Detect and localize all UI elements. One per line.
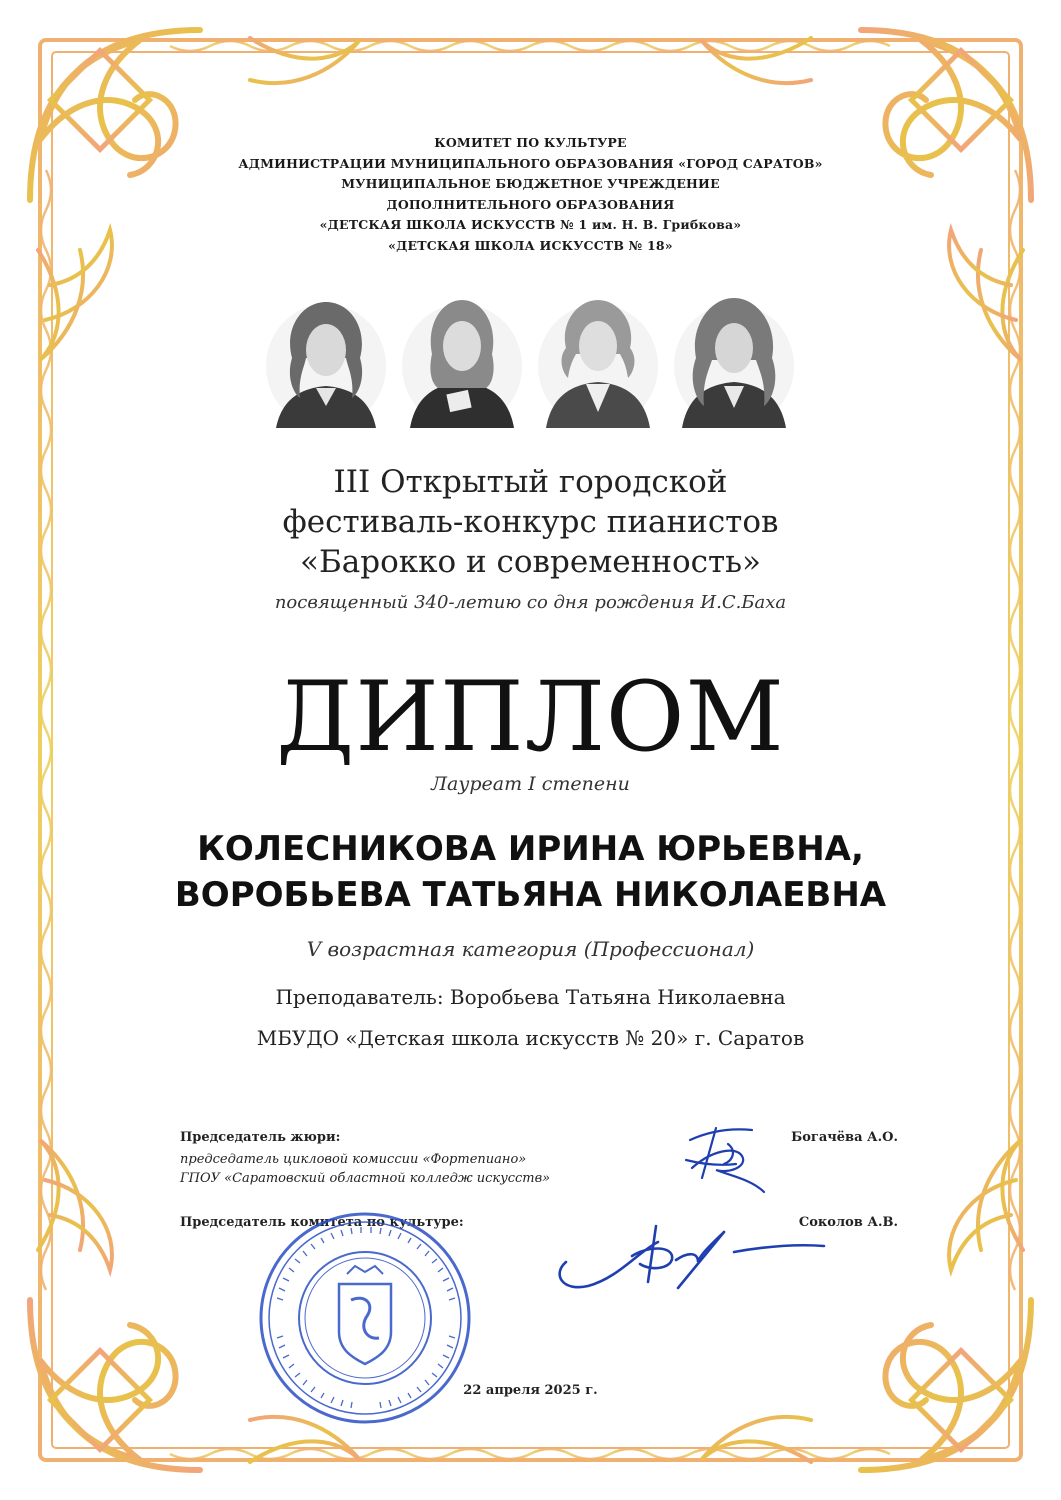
institution-header	[0, 133, 1061, 256]
laureate-name: ВОРОБЬЕВА ТАТЬЯНА НИКОЛАЕВНА	[174, 875, 887, 915]
jury-chair-position-line: председатель цикловой комиссии «Фортепиано»	[180, 1152, 527, 1167]
festival-title-line: фестиваль-конкурс пианистов	[282, 504, 779, 540]
diploma-heading: ДИПЛОМ	[276, 661, 785, 773]
header-line: МУНИЦИПАЛЬНОЕ БЮДЖЕТНОЕ УЧРЕЖДЕНИЕ	[341, 176, 720, 191]
signature-icon	[548, 1212, 838, 1302]
header-line: ДОПОЛНИТЕЛЬНОГО ОБРАЗОВАНИЯ	[386, 196, 675, 212]
header-line: АДМИНИСТРАЦИИ МУНИЦИПАЛЬНОГО ОБРАЗОВАНИЯ «ГОРОД САРАТОВ»	[238, 155, 823, 171]
committee-chair-label: Председатель комитета по культуре:	[180, 1215, 464, 1230]
header-line: «ДЕТСКАЯ ШКОЛА ИСКУССТВ № 1 им. Н. В. Грибкова»	[319, 217, 742, 232]
committee-chair-name: Соколов А.В.	[798, 1215, 898, 1230]
portrait-icon	[262, 288, 390, 430]
festival-title-line: III Открытый городской	[333, 464, 728, 500]
signature-icon	[672, 1120, 782, 1200]
header-line: КОМИТЕТ ПО КУЛЬТУРЕ	[434, 135, 627, 150]
festival-title	[0, 462, 1061, 582]
festival-subtitle: посвященный 340-летию со дня рождения И.С.Баха	[274, 592, 787, 613]
portrait-icon	[398, 288, 526, 430]
age-category: V возрастная категория (Профессионал)	[306, 937, 755, 961]
issue-date: 22 апреля 2025 г.	[463, 1383, 598, 1398]
laureate-names	[0, 826, 1061, 918]
festival-title-line: «Барокко и современность»	[300, 544, 761, 580]
laureate-name: КОЛЕСНИКОВА ИРИНА ЮРЬЕВНА,	[197, 829, 864, 869]
header-line: «ДЕТСКАЯ ШКОЛА ИСКУССТВ № 18»	[388, 237, 673, 253]
award-degree: Лауреат I степени	[431, 773, 630, 795]
jury-chair-position-line: ГПОУ «Саратовский областной колледж искусств»	[180, 1171, 551, 1186]
jury-chair-label: Председатель жюри:	[180, 1130, 341, 1145]
jury-chair-position	[180, 1150, 550, 1188]
school-line: МБУДО «Детская школа искусств № 20» г. Саратов	[256, 1026, 805, 1050]
portrait-icon	[534, 288, 662, 430]
composer-portraits	[262, 288, 802, 438]
portrait-icon	[670, 288, 798, 430]
jury-chair-name: Богачёва А.О.	[791, 1130, 898, 1145]
teacher-line: Преподаватель: Воробьева Татьяна Николаевна	[275, 985, 786, 1009]
